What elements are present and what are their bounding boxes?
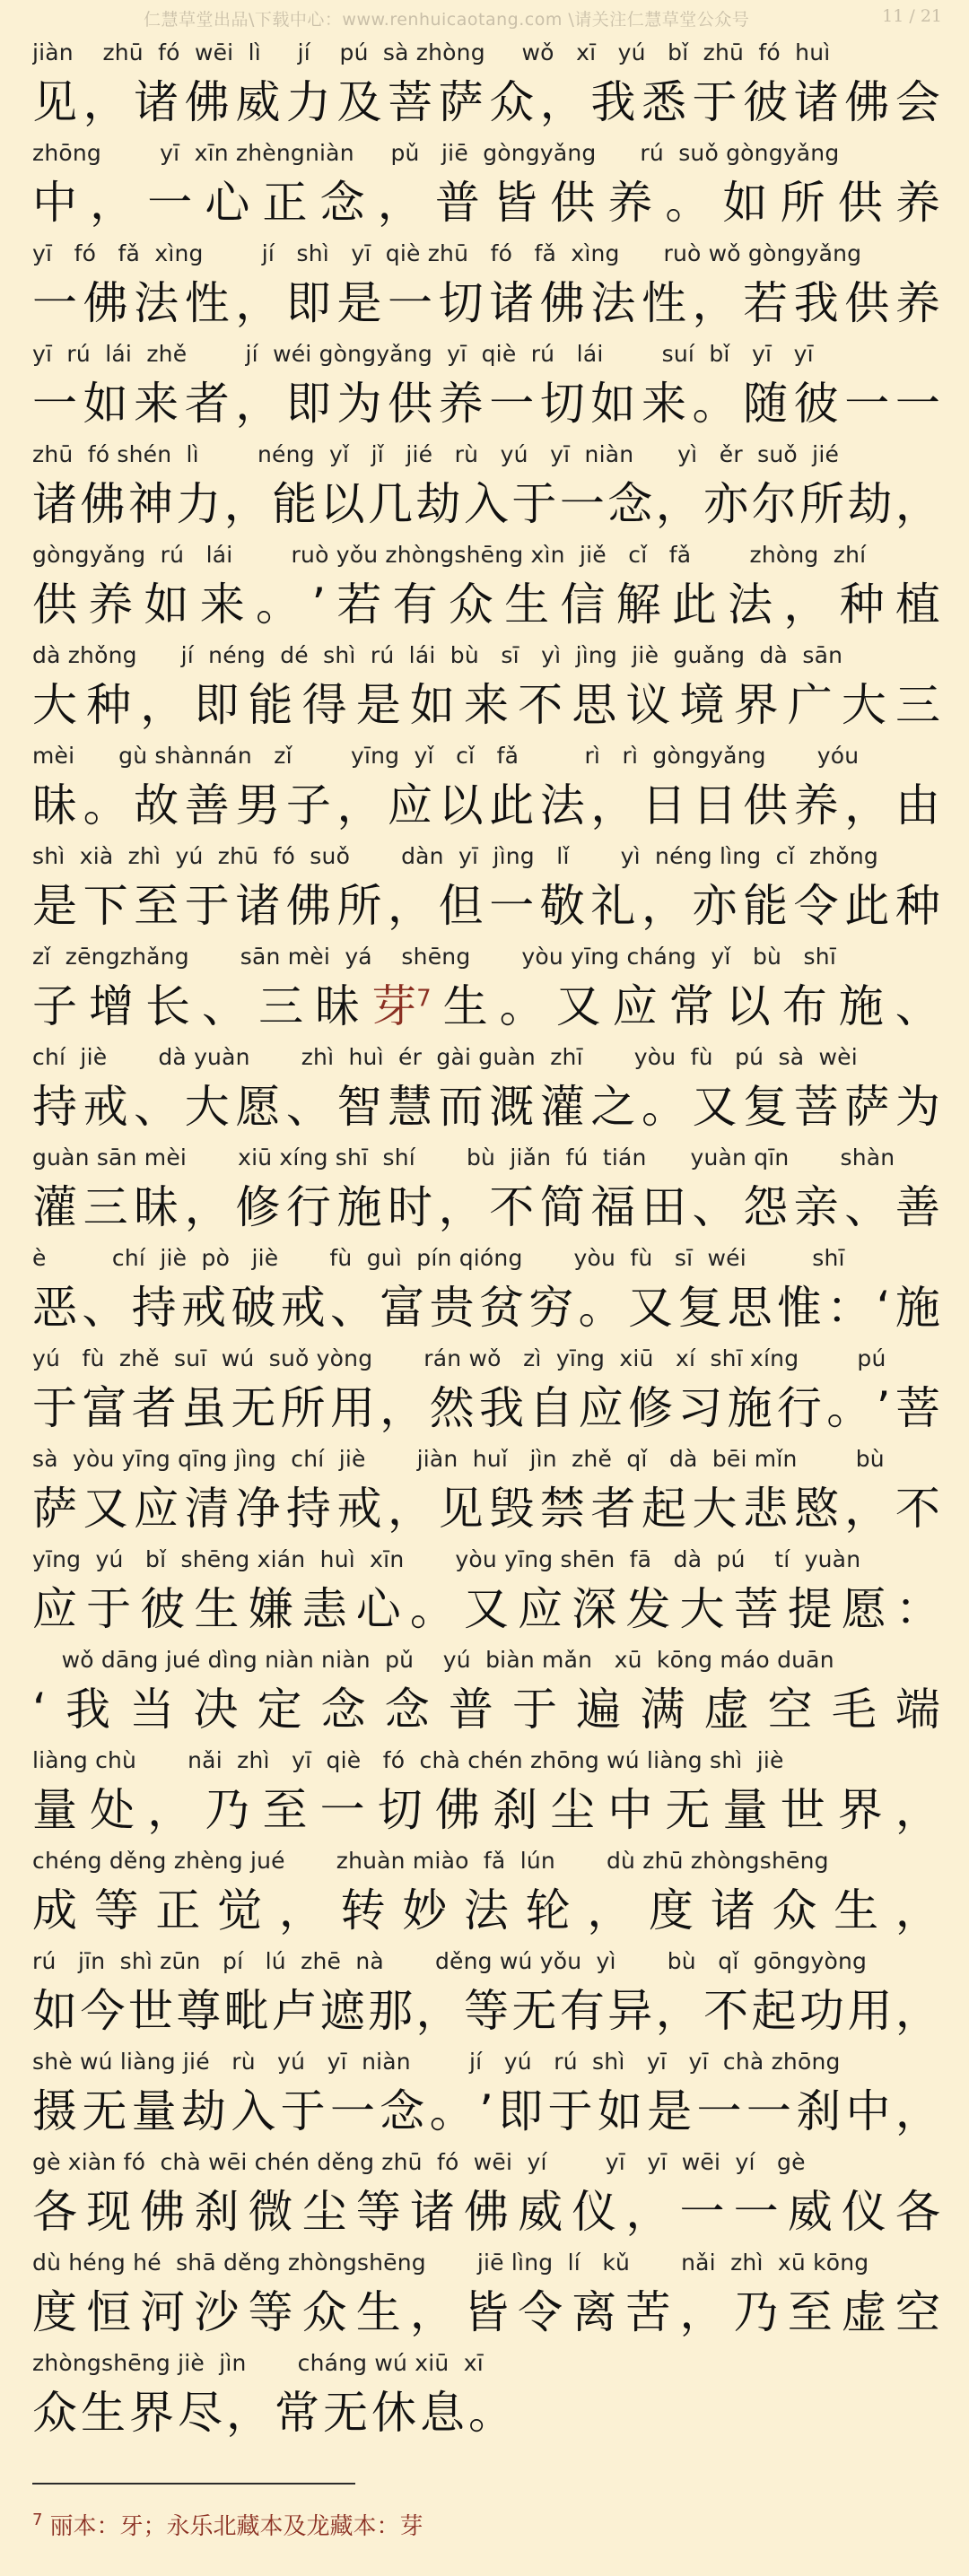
pinyin-annotation: gè xiàn fó chà wēi chén děng zhū fó wēi yí yī yī wēi yí gè — [32, 2149, 806, 2175]
pinyin-annotation: zǐ zēngzhǎng sān mèi yá shēng yòu yīng cháng yǐ bù shī — [32, 944, 836, 970]
pinyin-annotation: zhòngshēng jiè jìn cháng wú xiū xī — [32, 2350, 484, 2376]
pinyin-annotation: dà zhǒng jí néng dé shì rú lái bù sī yì jìng jiè guǎng dà sān — [32, 642, 843, 668]
hanzi-text: 诸 佛 神 力 ， 能 以 几 劫 入 于 一 念 ， 亦 尔 所 劫 ， — [32, 478, 940, 530]
pinyin-annotation: yī rú lái zhě jí wéi gòngyǎng yī qiè rú lái suí bǐ yī yī — [32, 341, 814, 367]
hanzi-text: 昧 。 故 善 男 子 ， 应 以 此 法 ， 日 日 供 养 ， 由 — [32, 779, 940, 831]
text-line — [32, 542, 940, 642]
pinyin-annotation: è chí jiè pò jiè fù guì pín qióng yòu fù sī wéi shī — [32, 1245, 845, 1271]
text-line — [32, 1144, 940, 1245]
hanzi-text: 一 佛 法 性 ， 即 是 一 切 诸 佛 法 性 ， 若 我 供 养 — [32, 277, 940, 329]
hanzi-text: 各 现 佛 刹 微 尘 等 诸 佛 威 仪 ， 一 一 威 仪 各 — [32, 2186, 940, 2238]
hanzi-text: 萨 又 应 清 净 持 戒 ， 见 毁 禁 者 起 大 悲 愍 ， 不 — [32, 1483, 940, 1535]
text-line — [32, 2049, 940, 2149]
hanzi-text: 灌 三 昧 ， 修 行 施 时 ， 不 简 福 田 、 怨 亲 、 善 — [32, 1181, 940, 1233]
pinyin-annotation: chéng děng zhèng jué zhuàn miào fǎ lún dù zhū zhòngshēng — [32, 1848, 829, 1874]
text-line — [32, 1948, 940, 2049]
text-line — [32, 39, 940, 140]
pinyin-annotation: mèi gù shànnán zǐ yīng yǐ cǐ fǎ rì rì gòngyǎng yóu — [32, 743, 860, 769]
pinyin-annotation: rú jīn shì zūn pí lú zhē nà děng wú yǒu yì bù qǐ gōngyòng — [32, 1948, 868, 1974]
pinyin-annotation: yīng yú bǐ shēng xián huì xīn yòu yīng shēn fā dà pú tí yuàn — [32, 1546, 861, 1572]
text-line — [32, 843, 940, 944]
pinyin-annotation: yú fù zhě suī wú suǒ yòng rán wǒ zì yīng xiū xí shī xíng pú — [32, 1345, 886, 1371]
page-number: 11 / 21 — [882, 6, 942, 26]
scripture-body — [32, 39, 940, 2450]
hanzi-text: 成 等 正 觉 ， 转 妙 法 轮 ， 度 诸 众 生 ， — [32, 1884, 940, 1936]
text-line — [32, 1446, 940, 1546]
text-line — [32, 1848, 940, 1948]
pinyin-annotation: shì xià zhì yú zhū fó suǒ dàn yī jìng lǐ yì néng lìng cǐ zhǒng — [32, 843, 878, 869]
pinyin-annotation: shè wú liàng jié rù yú yī niàn jí yú rú shì yī yī chà zhōng — [32, 2049, 841, 2075]
text-line — [32, 1345, 940, 1446]
footnote-ref[interactable]: 7 — [416, 985, 432, 1013]
pinyin-annotation: zhōng yī xīn zhèngniàn pǔ jiē gòngyǎng rú suǒ gòngyǎng — [32, 140, 840, 166]
text-line — [32, 1747, 940, 1848]
hanzi-text: 于 富 者 虽 无 所 用 ， 然 我 自 应 修 习 施 行 。 ’ 菩 — [32, 1382, 940, 1434]
text-line — [32, 1546, 940, 1647]
annotated-char: 芽$^7$ — [371, 980, 432, 1032]
page-header — [0, 0, 969, 36]
header-text: 仁慧草堂出品\下载中心：www.renhuicaotang.com \请关注仁慧草堂公众号 — [144, 10, 750, 30]
text-line — [32, 1044, 940, 1144]
text-line — [32, 642, 940, 743]
pinyin-annotation: zhū fó shén lì néng yǐ jǐ jié rù yú yī niàn yì ěr suǒ jié — [32, 441, 840, 467]
hanzi-text: 是 下 至 于 诸 佛 所 ， 但 一 敬 礼 ， 亦 能 令 此 种 — [32, 880, 940, 932]
pinyin-annotation: liàng chù nǎi zhì yī qiè fó chà chén zhōng wú liàng shì jiè — [32, 1747, 784, 1773]
text-line — [32, 441, 940, 542]
footnote-text: 丽本：牙；永乐北藏本及龙藏本：芽 — [49, 2513, 423, 2540]
text-line — [32, 341, 940, 441]
pinyin-annotation: guàn sān mèi xiū xíng shī shí bù jiǎn fú tián yuàn qīn shàn — [32, 1144, 895, 1171]
hanzi-text: 持 戒 、 大 愿 、 智 慧 而 溉 灌 之 。 又 复 菩 萨 为 — [32, 1081, 940, 1133]
text-line — [32, 240, 940, 341]
footnote — [32, 2508, 423, 2541]
hanzi-text: 恶 、 持 戒 破 戒 、 富 贵 贫 穷 。 又 复 思 惟 ： ‘ 施 — [32, 1282, 940, 1334]
text-line — [32, 944, 940, 1044]
hanzi-text: 供 养 如 来 。 ’ 若 有 众 生 信 解 此 法 ， 种 植 — [32, 579, 940, 631]
text-line — [32, 2350, 940, 2450]
hanzi-text: 应 于 彼 生 嫌 恚 心 。 又 应 深 发 大 菩 提 愿 ： — [32, 1583, 940, 1635]
hanzi-text: 众 生 界 尽 ， 常 无 休 息 。 — [32, 2387, 517, 2439]
hanzi-text: 大 种 ， 即 能 得 是 如 来 不 思 议 境 界 广 大 三 — [32, 679, 940, 731]
footnote-number: 7 — [32, 2511, 43, 2530]
text-line — [32, 1245, 940, 1345]
pinyin-annotation: chí jiè dà yuàn zhì huì ér gài guàn zhī yòu fù pú sà wèi — [32, 1044, 858, 1070]
footnote-divider — [32, 2483, 355, 2485]
pinyin-annotation: dù héng hé shā děng zhòngshēng jiē lìng lí kǔ nǎi zhì xū kōng — [32, 2250, 869, 2276]
pinyin-annotation: gòngyǎng rú lái ruò yǒu zhòngshēng xìn jiě cǐ fǎ zhòng zhí — [32, 542, 867, 568]
pinyin-annotation: wǒ dāng jué dìng niàn niàn pǔ yú biàn mǎn xū kōng máo duān — [32, 1647, 834, 1673]
hanzi-text: 见 ， 诸 佛 威 力 及 菩 萨 众 ， 我 悉 于 彼 诸 佛 会 — [32, 76, 940, 128]
hanzi-text: 度 恒 河 沙 等 众 生 ， 皆 令 离 苦 ， 乃 至 虚 空 — [32, 2286, 940, 2338]
hanzi-text: 一 如 来 者 ， 即 为 供 养 一 切 如 来 。 随 彼 一 一 — [32, 378, 940, 430]
text-line — [32, 1647, 940, 1747]
text-line — [32, 743, 940, 843]
hanzi-text: 如 今 世 尊 毗 卢 遮 那 ， 等 无 有 异 ， 不 起 功 用 ， — [32, 1985, 940, 2037]
hanzi-text: 量 处 ， 乃 至 一 切 佛 刹 尘 中 无 量 世 界 ， — [32, 1784, 940, 1836]
pinyin-annotation: sà yòu yīng qīng jìng chí jiè jiàn huǐ jìn zhě qǐ dà bēi mǐn bù — [32, 1446, 885, 1472]
hanzi-text: 子 增 长 、 三 昧 芽$^7$ 生 。 又 应 常 以 布 施 、 — [32, 974, 940, 1039]
text-line — [32, 2250, 940, 2350]
text-line — [32, 2149, 940, 2250]
hanzi-text: ‘ 我 当 决 定 念 念 普 于 遍 满 虚 空 毛 端 — [32, 1684, 940, 1736]
text-line — [32, 140, 940, 240]
pinyin-annotation: yī fó fǎ xìng jí shì yī qiè zhū fó fǎ xìng ruò wǒ gòngyǎng — [32, 240, 862, 266]
hanzi-text: 摄 无 量 劫 入 于 一 念 。 ’ 即 于 如 是 一 一 刹 中 ， — [32, 2085, 940, 2137]
pinyin-annotation: jiàn zhū fó wēi lì jí pú sà zhòng wǒ xī yú bǐ zhū fó huì — [32, 39, 831, 65]
hanzi-text: 中 ， 一 心 正 念 ， 普 皆 供 养 。 如 所 供 养 — [32, 177, 940, 229]
